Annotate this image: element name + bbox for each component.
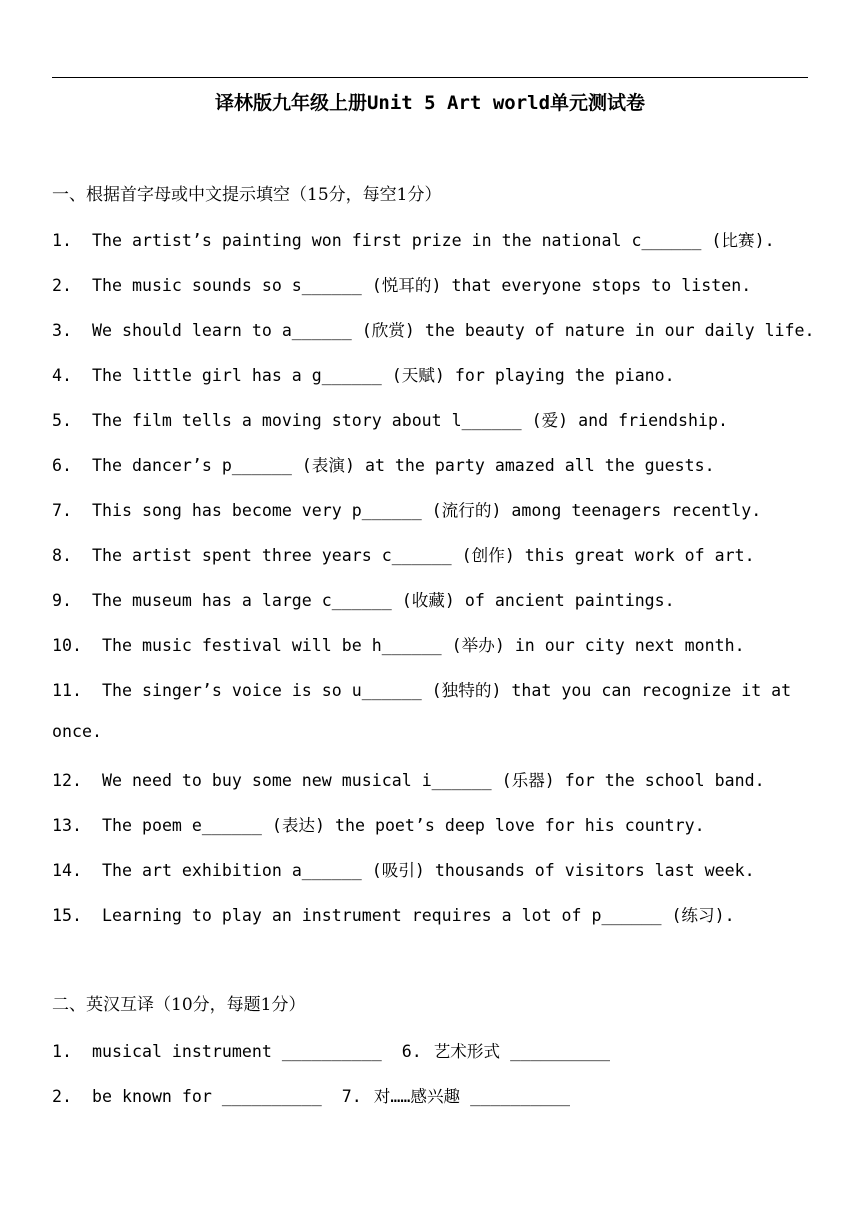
question-text: The poem e______ (表达) the poet’s deep love for his country. bbox=[102, 816, 705, 835]
question-text: The music festival will be h______ (举办) in our city next month. bbox=[102, 636, 745, 655]
item-text: be known for __________ bbox=[92, 1087, 322, 1106]
question-12 bbox=[52, 767, 812, 791]
question-number: 3. bbox=[52, 321, 72, 340]
question-14 bbox=[52, 857, 812, 881]
question-6 bbox=[52, 452, 812, 476]
translation-row-2 bbox=[52, 1083, 812, 1107]
question-text: The little girl has a g______ (天赋) for playing the piano. bbox=[92, 366, 675, 385]
question-13 bbox=[52, 812, 812, 836]
question-number: 14. bbox=[52, 861, 82, 880]
section-1-heading: 一、根据首字母或中文提示填空（15分，每空1分） bbox=[52, 185, 442, 205]
question-text: The music sounds so s______ (悦耳的) that everyone stops to listen. bbox=[92, 276, 752, 295]
question-text: The film tells a moving story about l______ (爱) and friendship. bbox=[92, 411, 728, 430]
question-15 bbox=[52, 902, 812, 926]
question-number: 13. bbox=[52, 816, 82, 835]
item-text: 对……感兴趣 __________ bbox=[373, 1087, 571, 1106]
document-title: 译林版九年级上册Unit 5 Art world单元测试卷 bbox=[214, 92, 646, 114]
question-number: 1. bbox=[52, 231, 72, 250]
question-text: The art exhibition a______ (吸引) thousands of visitors last week. bbox=[102, 861, 755, 880]
item-text: musical instrument __________ bbox=[92, 1042, 382, 1061]
question-text: The artist’s painting won first prize in the national c______ (比赛). bbox=[92, 231, 775, 250]
item-number: 1. bbox=[52, 1042, 72, 1061]
question-9 bbox=[52, 587, 812, 611]
question-text: We need to buy some new musical i______ (乐器) for the school band. bbox=[102, 771, 765, 790]
question-7 bbox=[52, 497, 812, 521]
question-number: 6. bbox=[52, 456, 72, 475]
question-text: The museum has a large c______ (收藏) of ancient paintings. bbox=[92, 591, 675, 610]
question-text: We should learn to a______ (欣赏) the beauty of nature in our daily life. bbox=[92, 321, 815, 340]
translation-row-1 bbox=[52, 1038, 812, 1062]
question-text: This song has become very p______ (流行的) among teenagers recently. bbox=[92, 501, 762, 520]
item-number: 2. bbox=[52, 1087, 72, 1106]
item-number: 6. bbox=[401, 1042, 422, 1061]
question-number: 8. bbox=[52, 546, 72, 565]
question-11-continuation: once. bbox=[52, 722, 102, 741]
question-number: 7. bbox=[52, 501, 72, 520]
question-2 bbox=[52, 272, 812, 296]
question-text: The singer’s voice is so u______ (独特的) that you can recognize it at bbox=[102, 681, 792, 700]
question-8 bbox=[52, 542, 812, 566]
question-4 bbox=[52, 362, 812, 386]
question-text: The artist spent three years c______ (创作) this great work of art. bbox=[92, 546, 755, 565]
question-number: 10. bbox=[52, 636, 82, 655]
question-10 bbox=[52, 632, 812, 656]
header-rule bbox=[52, 77, 808, 78]
question-number: 9. bbox=[52, 591, 72, 610]
question-1 bbox=[52, 227, 812, 251]
question-number: 12. bbox=[52, 771, 82, 790]
question-number: 15. bbox=[52, 906, 82, 925]
question-number: 2. bbox=[52, 276, 72, 295]
question-11 bbox=[52, 677, 812, 701]
question-3 bbox=[52, 317, 815, 341]
section-2-heading: 二、英汉互译（10分，每题1分） bbox=[52, 995, 306, 1015]
question-text: The dancer’s p______ (表演) at the party amazed all the guests. bbox=[92, 456, 715, 475]
question-number: 5. bbox=[52, 411, 72, 430]
question-number: 4. bbox=[52, 366, 72, 385]
question-text: Learning to play an instrument requires a lot of p______ (练习). bbox=[102, 906, 735, 925]
item-text: 艺术形式 __________ bbox=[433, 1042, 610, 1061]
question-number: 11. bbox=[52, 681, 82, 700]
item-number: 7. bbox=[341, 1087, 362, 1106]
question-5 bbox=[52, 407, 812, 431]
